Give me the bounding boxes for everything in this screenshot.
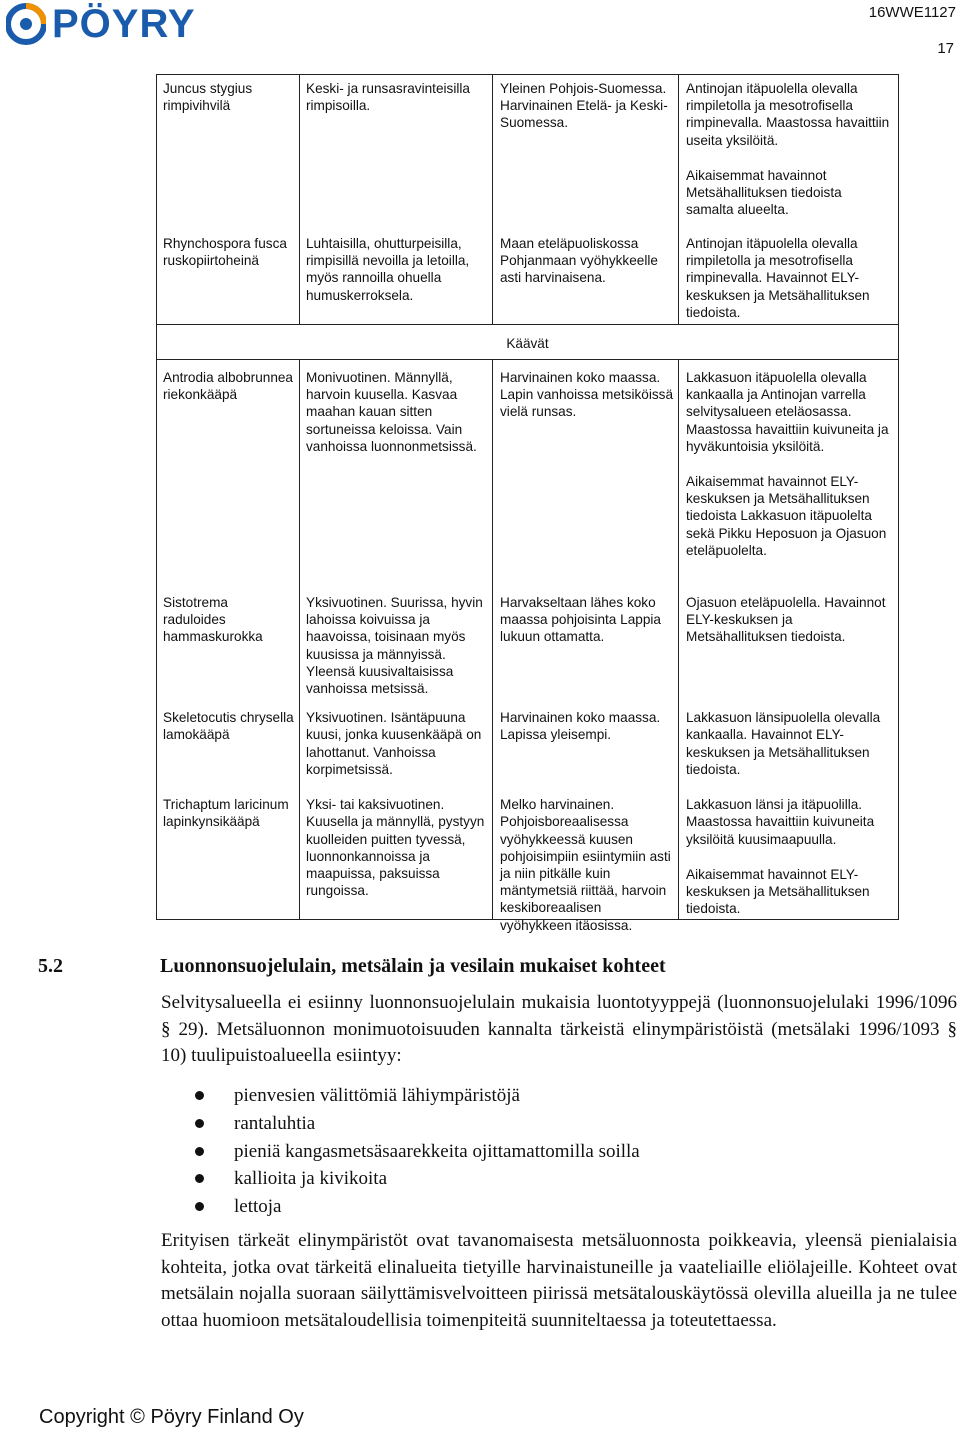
list-item-text: pienvesien välittömiä lähiympäristöjä [234,1085,520,1106]
list-item [161,1165,640,1193]
bullet-icon [195,1202,204,1211]
company-logo [6,2,196,46]
list-item [161,1138,640,1166]
species-name: Skeletocutis chrysella lamokääpä [163,710,294,743]
table-row [157,703,898,790]
distribution-cell: Harvinainen koko maassa. Lapin vanhoissa metsiköissä vielä runsas. [500,370,674,420]
habitat-cell: Yksivuotinen. Suurissa, hyvin lahoissa koivuissa ja haavoissa, toisinaan myös kuusissa ja männyissä. Yleensä kuusivaltaisissa vanhoissa metsissä. [306,595,483,697]
list-item-text: pieniä kangasmetsäsaarekkeita ojittamattomilla soilla [234,1140,640,1162]
section-number: 5.2 [38,955,63,977]
distribution-cell: Maan eteläpuoliskossa Pohjanmaan vyöhykkeelle asti harvinaisena. [500,236,658,286]
table-divider [299,74,300,325]
species-table [157,74,898,940]
habitat-cell: Luhtaisilla, ohutturpeisilla, rimpisillä nevoilla ja letoilla, myös rannoilla ohuella humuskerroksela. [306,236,470,303]
list-item-text: kallioita ja kivikoita [234,1168,388,1190]
table-divider [678,359,679,920]
list-item-text: rantaluhtia [234,1112,316,1134]
copyright-footer: Copyright © Pöyry Finland Oy [39,1406,304,1428]
page-header [0,0,960,57]
logo-text: PÖYRY [52,2,196,46]
table-divider [492,359,493,920]
distribution-cell: Harvakseltaan lähes koko maassa pohjoisinta Lappia lukuun ottamatta. [500,595,661,645]
habitat-cell: Yksi- tai kaksivuotinen. Kuusella ja männyllä, pystyyn kuolleiden puitten tyvessä, luonnonkannoissa ja maapuissa, paksuissa rungoissa. [306,797,485,899]
table-divider [156,324,899,325]
table-row [157,74,898,229]
observation-text: Antinojan itäpuolella olevalla rimpiletolla ja mesotrofisella rimpinevalla. Maastossa havaittiin useita yksilöitä. [686,81,890,148]
table-row [157,790,898,940]
table-row [157,229,898,327]
table-section-row [157,327,898,363]
table-row [157,363,898,588]
table-divider [492,74,493,325]
list-item [161,1082,640,1110]
habitat-cell: Yksivuotinen. Isäntäpuuna kuusi, jonka kuusenkääpä on lahottanut. Vanhoissa korpimetsissä. [306,710,482,777]
bullet-icon [195,1119,204,1128]
observation-text: Lakkasuon länsi ja itäpuolilla. Maastossa havaittiin kuivuneita yksilöitä kuusimaapuulla. [686,797,875,847]
page-number: 17 [937,40,954,57]
poyry-logo-icon [6,2,46,46]
document-code: 16WWE1127 [868,4,956,21]
bullet-icon [195,1174,204,1183]
observations-cell: Ojasuon eteläpuolella. Havainnot ELY-keskuksen ja Metsähallituksen tiedoista. [686,595,886,645]
distribution-cell: Yleinen Pohjois-Suomessa. Harvinainen Etelä- ja Keski-Suomessa. [500,81,668,131]
table-divider [678,74,679,325]
section-title: Luonnonsuojelulain, metsälain ja vesilain mukaiset kohteet [160,955,666,977]
bullet-icon [195,1147,204,1156]
paragraph: Erityisen tärkeät elinympäristöt ovat tavanomaisesta metsäluonnosta poikkeavia, yleensä pienialaisia kohteita, jotka ovat tärkeitä elinalueita tietyille harvinaistuneille ja vaateliaille eliölajeille. Kohteet ovat metsälain nojalla suoraan säilyttämisvelvoitteen piirissä metsätalouskäytössä olevilla alueilla ja ne tulee ottaa huomioon metsätaloudellisia toimenpiteitä suunniteltaessa ja toteutettaessa. [161,1230,957,1331]
species-name: Juncus stygius rimpivihvilä [163,81,253,114]
paragraph: Selvitysalueella ei esiinny luonnonsuojelulain mukaisia luontotyyppejä (luonnonsuojelulaki 1996/1096 § 29). Metsäluonnon monimuotoisuuden kannalta tärkeistä elinympäristöistä (metsälaki 1996/1093 § 10) tuulipuistoalueella esiintyy: [161,992,957,1066]
species-name: Rhynchospora fusca ruskopiirtoheinä [163,236,287,269]
bullet-list [161,1082,640,1221]
section-label: Käävät [506,336,549,352]
observations-cell [680,790,898,940]
observations-cell: Lakkasuon länsipuolella olevalla kankaalla. Havainnot ELY-keskuksen ja Metsähallituksen tiedoista. [686,710,881,777]
list-item-text: lettoja [234,1196,282,1218]
observations-cell [680,74,898,229]
distribution-cell: Harvinainen koko maassa. Lapissa yleisempi. [500,710,661,743]
bullet-icon [195,1091,204,1100]
table-row [157,588,898,703]
list-item [161,1193,640,1221]
habitat-cell: Monivuotinen. Männyllä, harvoin kuusella. Kasvaa maahan kauan sitten sortuneissa keloissa. Vain vanhoissa luonnonmetsissä. [306,370,477,454]
habitat-cell: Keski- ja runsasravinteisilla rimpisoilla. [306,81,470,114]
observation-text: Aikaisemmat havainnot Metsähallituksen tiedoista samalta alueelta. [686,167,842,218]
section-heading [38,955,666,978]
species-name: Sistotrema raduloides hammaskurokka [163,595,263,645]
species-name: Antrodia albobrunnea riekonkääpä [163,370,293,403]
observation-text: Lakkasuon itäpuolella olevalla kankaalla ja Antinojan varrella selvitysalueen eteläosassa. Maastossa havaittiin kuivuneita ja hyväkuntoisia yksilöitä. [686,370,889,454]
distribution-cell: Melko harvinainen. Pohjoisboreaalisessa vyöhykkeessä kuusen pohjoisimpiin esiintymiin asti ja niin pitkälle kuin mäntymetsiä riittää, harvoin keskiboreaalisen vyöhykkeen itäosissa. [500,797,671,933]
observations-cell: Antinojan itäpuolella olevalla rimpiletolla ja mesotrofisella rimpinevalla. Havainnot ELY-keskuksen ja Metsähallituksen tiedoista. [686,236,870,320]
species-name: Trichaptum laricinum lapinkynsikääpä [163,797,289,830]
table-divider [299,359,300,920]
table-divider [156,359,899,360]
observations-cell [680,363,898,588]
observation-text: Aikaisemmat havainnot ELY-keskuksen ja Metsähallituksen tiedoista Lakkasuon itäpuolelta sekä Pikku Heposuon ja Ojasuon eteläpuolelta. [686,474,887,558]
observation-text: Aikaisemmat havainnot ELY-keskuksen ja Metsähallituksen tiedoista. [686,866,870,917]
list-item [161,1110,640,1138]
